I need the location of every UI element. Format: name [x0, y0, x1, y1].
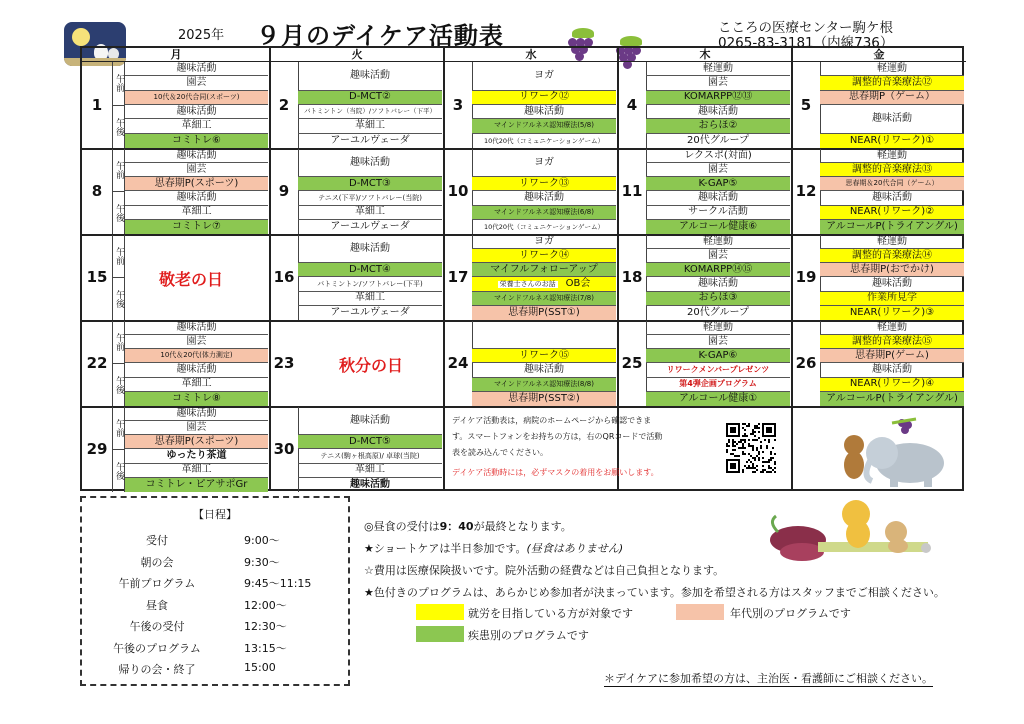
lunch-note: ◎昼食の受付は9：40が最終となります。 — [364, 520, 572, 533]
activity-row: リワーク⑫ — [472, 91, 616, 105]
activity-list — [125, 407, 268, 492]
qr-code-icon — [726, 423, 776, 473]
pm-label — [112, 106, 125, 149]
notice-line: す。スマートフォンをお持ちの方は，右のQRコードで活動 — [452, 432, 663, 441]
activity-row: 園芸 — [646, 335, 790, 349]
activity-row: 10代20代（コミュニケーションゲーム） — [483, 222, 605, 231]
sweet-potato-cats-icon — [758, 492, 958, 572]
activity-row: 趣味活動 — [646, 105, 790, 119]
activity-row: 調整的音楽療法⑭ — [820, 249, 964, 263]
activity-row: K-GAP⑥ — [646, 349, 790, 363]
date-number: 8 — [91, 182, 103, 200]
activity-row: 思春期P(ゲーム) — [820, 349, 964, 363]
activity-row: 軽運動 — [646, 321, 790, 335]
date-number: 15 — [86, 268, 108, 286]
activity-row: 趣味活動 — [125, 363, 268, 377]
activity-row: 園芸 — [646, 163, 790, 177]
activity-row: 10代20代（コミュニケーションゲーム） — [483, 136, 605, 145]
activity-row: 園芸 — [125, 335, 268, 349]
pm-text: 午後 — [114, 462, 124, 480]
activity-row: 園芸 — [646, 76, 790, 90]
activity-row: 園芸 — [125, 163, 268, 177]
legend-orange-label: 年代別のプログラムです — [730, 607, 851, 620]
date-number: 23 — [273, 354, 295, 372]
pm-label — [112, 450, 125, 492]
activity-row: テニス(駒ヶ根高原)/ 卓球(当院) — [298, 449, 442, 463]
activity-row: リワーク⑮ — [472, 349, 616, 363]
activity-row: 趣味活動 — [125, 321, 268, 335]
activity-row: ヨガ — [472, 149, 616, 177]
date-number: 24 — [447, 354, 469, 372]
date-number: 9 — [278, 182, 290, 200]
activity-list — [820, 235, 964, 320]
activity-row: 革細工 — [298, 464, 442, 478]
activity-row: D-MCT② — [298, 91, 442, 105]
activity-row: 趣味活動 — [820, 277, 964, 291]
activity-row: NEAR(リワーク)② — [820, 206, 964, 220]
short-care-note: ★ショートケアは半日参加です。(昼食はありません) — [364, 542, 624, 555]
activity-row: マインドフルネス認知療法(7/8) — [472, 292, 616, 306]
day-header-mon: 月 — [82, 48, 270, 62]
activity-row: ゆったり茶道 — [125, 449, 268, 463]
date-number: 12 — [795, 182, 817, 200]
pm-label — [112, 364, 125, 406]
holiday-label: 秋分の日 — [338, 356, 403, 375]
activity-row: KOMARPP⑭⑮ — [646, 263, 790, 277]
activity-row: NEAR(リワーク)③ — [820, 306, 964, 320]
activity-row: 思春期P(SST①) — [472, 306, 616, 320]
legend-green-swatch — [416, 626, 464, 642]
activity-row: 調整的音楽療法⑬ — [820, 163, 964, 177]
activity-row: コミトレ⑥ — [125, 134, 268, 148]
am-text: 午前 — [114, 74, 124, 93]
activity-row: 革細工 — [125, 464, 268, 478]
mask-warning: デイケア活動時には，必ずマスクの着用をお願いします。 — [452, 468, 659, 477]
date-number: 30 — [273, 440, 295, 458]
am-label — [112, 321, 125, 364]
activity-row: レクスポ(対面) — [646, 149, 790, 163]
activity-row: アルコール健康⑥ — [646, 220, 790, 234]
am-label — [112, 62, 125, 106]
activity-row: 園芸 — [125, 76, 268, 90]
organization-name: こころの医療センター駒ケ根 — [718, 20, 893, 36]
activity-row: 革細工 — [125, 119, 268, 133]
activity-list — [472, 321, 616, 406]
activity-list — [646, 321, 790, 406]
activity-row: 20代グループ — [687, 306, 749, 318]
legend-green-label: 疾患別のプログラムです — [468, 629, 589, 642]
schedule-item-time: 15:00 — [244, 661, 276, 674]
activity-row: 趣味活動 — [298, 62, 442, 91]
year-label: 2025年 — [178, 28, 225, 43]
am-text: 午前 — [114, 333, 124, 351]
date-divider — [112, 321, 113, 406]
activity-row: コミトレ・ピアサポGr — [125, 478, 268, 492]
activity-list — [820, 62, 964, 148]
activity-row: アーユルヴェーダ — [330, 306, 410, 318]
date-divider — [112, 149, 113, 234]
activity-row: おらほ② — [646, 119, 790, 133]
pm-label — [112, 278, 125, 320]
activity-row: 革細工 — [298, 292, 442, 306]
activity-row: アーユルヴェーダ — [330, 220, 410, 232]
activity-row: 調整的音楽療法⑮ — [820, 335, 964, 349]
activity-calendar — [80, 46, 964, 491]
date-number: 10 — [447, 182, 469, 200]
page-title: ９月のデイケア活動表 — [256, 22, 504, 50]
activity-row: 軽運動 — [820, 149, 964, 163]
activity-list — [125, 149, 268, 234]
date-number: 5 — [800, 95, 812, 114]
am-label — [112, 149, 125, 192]
schedule-item-label: 午前プログラム — [118, 577, 196, 590]
activity-row — [472, 277, 616, 291]
activity-row: 革細工 — [298, 119, 442, 133]
activity-list — [646, 62, 790, 148]
activity-row: アルコールP(トライアングル) — [820, 392, 964, 406]
activity-row: K-GAP⑤ — [646, 177, 790, 191]
schedule-title: 【日程】 — [193, 508, 237, 521]
activity-row: 趣味活動 — [298, 149, 442, 177]
activity-row: コミトレ⑦ — [125, 220, 268, 234]
activity-row: 趣味活動 — [125, 191, 268, 205]
activity-row: コミトレ⑧ — [125, 392, 268, 406]
activity-row: 第4弾企画プログラム — [646, 378, 790, 392]
activity-row: 20代グループ — [687, 134, 749, 146]
activity-row: 軽運動 — [820, 235, 964, 249]
am-label — [112, 235, 125, 278]
footnote: ＊デイケアに参加希望の方は、主治医・看護師にご相談ください。 — [604, 672, 934, 685]
schedule-item-time: 12:00～ — [244, 598, 287, 612]
pm-text: 午後 — [114, 117, 124, 136]
activity-row — [472, 321, 616, 349]
phone-number: 0265-83-3181（内線736） — [718, 35, 894, 51]
date-number: 22 — [86, 354, 108, 372]
activity-row: NEAR(リワーク)① — [820, 134, 964, 148]
activity-row: 趣味活動 — [125, 62, 268, 76]
activity-row: おらほ③ — [646, 292, 790, 306]
activity-row: 趣味活動 — [298, 407, 442, 435]
activity-row: バトミントン/ソフトバレー(下平) — [298, 277, 442, 291]
activity-list — [646, 235, 790, 320]
activity-row: 思春期＆20代合同（ゲーム） — [820, 177, 964, 191]
schedule-item-time: 9:00～ — [244, 534, 280, 547]
activity-row: リワークメンバープレゼンツ — [646, 363, 790, 377]
activity-row: D-MCT④ — [298, 263, 442, 277]
pm-text: 午後 — [114, 290, 124, 308]
activity-row: アルコール健康① — [646, 392, 790, 406]
activity-row: 調整的音楽療法⑫ — [820, 76, 964, 90]
activity-row: D-MCT⑤ — [298, 435, 442, 449]
activity-row: 思春期P（ゲーム） — [820, 91, 964, 105]
activity-row: 軽運動 — [646, 62, 790, 76]
activity-row: 趣味活動 — [646, 191, 790, 205]
activity-row: リワーク⑬ — [472, 177, 616, 191]
activity-row: サークル活動 — [646, 206, 790, 220]
activity-row: ヨガ — [472, 62, 616, 91]
am-label — [112, 407, 125, 450]
activity-row: 革細工 — [298, 206, 442, 220]
activity-list — [472, 235, 616, 320]
notice-line: 表を読み込んでください。 — [452, 448, 548, 457]
activity-list — [298, 62, 442, 148]
pm-text: 午後 — [114, 376, 124, 394]
activity-row: 趣味活動 — [820, 363, 964, 377]
activity-list — [125, 321, 268, 406]
activity-list — [298, 235, 442, 320]
activity-row: 思春期P(スポーツ) — [125, 435, 268, 449]
activity-list — [298, 407, 442, 492]
day-header-fri: 金 — [792, 48, 966, 62]
holiday-label: 敬老の日 — [158, 270, 223, 289]
date-number: 17 — [447, 268, 469, 286]
activity-label: OB会 — [565, 278, 591, 290]
legend-yellow-label: 就労を目指している方が対象です — [468, 607, 633, 620]
activity-row: 趣味活動 — [350, 478, 390, 490]
activity-list — [125, 62, 268, 148]
date-number: 3 — [452, 95, 464, 114]
activity-row: 趣味活動 — [646, 277, 790, 291]
date-number: 25 — [621, 354, 643, 372]
date-number: 18 — [621, 268, 643, 286]
activity-row: 趣味活動 — [298, 235, 442, 263]
activity-row: 趣味活動 — [820, 191, 964, 205]
date-divider — [112, 62, 113, 148]
schedule-item-label: 受付 — [146, 534, 168, 547]
elephant-bear-icon — [832, 415, 952, 493]
activity-row: 作業所見学 — [820, 292, 964, 306]
activity-list — [820, 149, 964, 234]
date-number: 2 — [278, 95, 290, 114]
activity-row: 革細工 — [125, 378, 268, 392]
schedule-item-time: 12:30～ — [244, 620, 287, 633]
activity-row: 園芸 — [646, 249, 790, 263]
schedule-item-time: 13:15～ — [244, 641, 287, 655]
activity-row: 趣味活動 — [125, 149, 268, 163]
activity-row: 思春期P(SST②) — [472, 392, 616, 406]
cost-note: ☆費用は医療保険扱いです。院外活動の経費などは自己負担となります。 — [364, 564, 725, 577]
activity-row: ヨガ — [472, 235, 616, 249]
date-number: 19 — [795, 268, 817, 286]
activity-row: 10代＆20代(体力測定) — [125, 349, 268, 363]
date-number: 29 — [86, 440, 108, 458]
activity-row: 思春期P(スポーツ) — [125, 177, 268, 191]
activity-row: 趣味活動 — [125, 407, 268, 421]
legend-orange-swatch — [676, 604, 724, 620]
activity-row: アーユルヴェーダ — [330, 134, 410, 146]
activity-list — [820, 321, 964, 406]
schedule-item-label: 帰りの会・終了 — [118, 663, 196, 676]
activity-note: 栄養士さんのお話 — [499, 279, 556, 288]
day-header-wed: 水 — [444, 48, 618, 62]
activity-row: 趣味活動 — [472, 363, 616, 377]
schedule-item-time: 9:30～ — [244, 555, 280, 569]
activity-row: アルコールP(トライアングル) — [820, 220, 964, 234]
schedule-item-label: 朝の会 — [140, 555, 174, 569]
day-header-tue: 火 — [270, 48, 444, 62]
activity-row: NEAR(リワーク)④ — [820, 378, 964, 392]
activity-list — [472, 62, 616, 148]
activity-row: テニス(下平)/ソフトバレー(当院) — [298, 191, 442, 205]
activity-row: KOMARPP⑫⑬ — [646, 91, 790, 105]
schedule-item-time: 9:45～11:15 — [244, 577, 312, 590]
activity-row: 思春期P(おでかけ) — [820, 263, 964, 277]
activity-row: 趣味活動 — [472, 191, 616, 205]
activity-row: D-MCT③ — [298, 177, 442, 191]
date-number: 11 — [621, 182, 643, 200]
activity-row: 趣味活動 — [472, 105, 616, 119]
date-number: 16 — [273, 268, 295, 286]
schedule-item-label: 昼食 — [146, 598, 168, 612]
activity-row: 10代＆20代合同(スポーツ) — [125, 91, 268, 105]
schedule-item-label: 午後の受付 — [129, 620, 185, 633]
am-text: 午前 — [114, 419, 124, 437]
pm-label — [112, 192, 125, 234]
activity-row: 軽運動 — [820, 321, 964, 335]
activity-row: リワーク⑭ — [472, 249, 616, 263]
am-text: 午前 — [114, 247, 124, 265]
date-number: 4 — [626, 95, 638, 114]
activity-row: マイフルフォローアップ — [472, 263, 616, 277]
legend-yellow-swatch — [416, 604, 464, 620]
activity-row: マインドフルネス認知療法(8/8) — [472, 378, 616, 392]
date-number: 1 — [91, 95, 103, 114]
pm-text: 午後 — [114, 204, 124, 222]
am-text: 午前 — [114, 161, 124, 179]
activity-row: 園芸 — [125, 421, 268, 435]
activity-list — [298, 149, 442, 234]
activity-row: マインドフルネス認知療法(6/8) — [472, 206, 616, 220]
schedule-box — [80, 496, 350, 686]
date-divider — [112, 407, 113, 492]
activity-row: バトミントン（当院）/ソフトバレー（下平） — [298, 105, 442, 119]
activity-row: 趣味活動 — [125, 105, 268, 119]
notice-line: デイケア活動表は，病院のホームページから確認できま — [452, 416, 652, 425]
activity-list — [472, 149, 616, 234]
color-program-note: ★色付きのプログラムは、あらかじめ参加者が決まっています。参加を希望される方はスタッフまでご相談ください。 — [364, 586, 945, 599]
activity-row: 革細工 — [125, 206, 268, 220]
day-header-thu: 木 — [618, 48, 792, 62]
activity-row: マインドフルネス認知療法(5/8) — [472, 119, 616, 133]
activity-list — [646, 149, 790, 234]
date-number: 26 — [795, 354, 817, 372]
schedule-item-label: 午後のプログラム — [113, 641, 201, 655]
activity-row: 趣味活動 — [820, 105, 964, 134]
activity-row: 軽運動 — [646, 235, 790, 249]
activity-row: 軽運動 — [820, 62, 964, 76]
